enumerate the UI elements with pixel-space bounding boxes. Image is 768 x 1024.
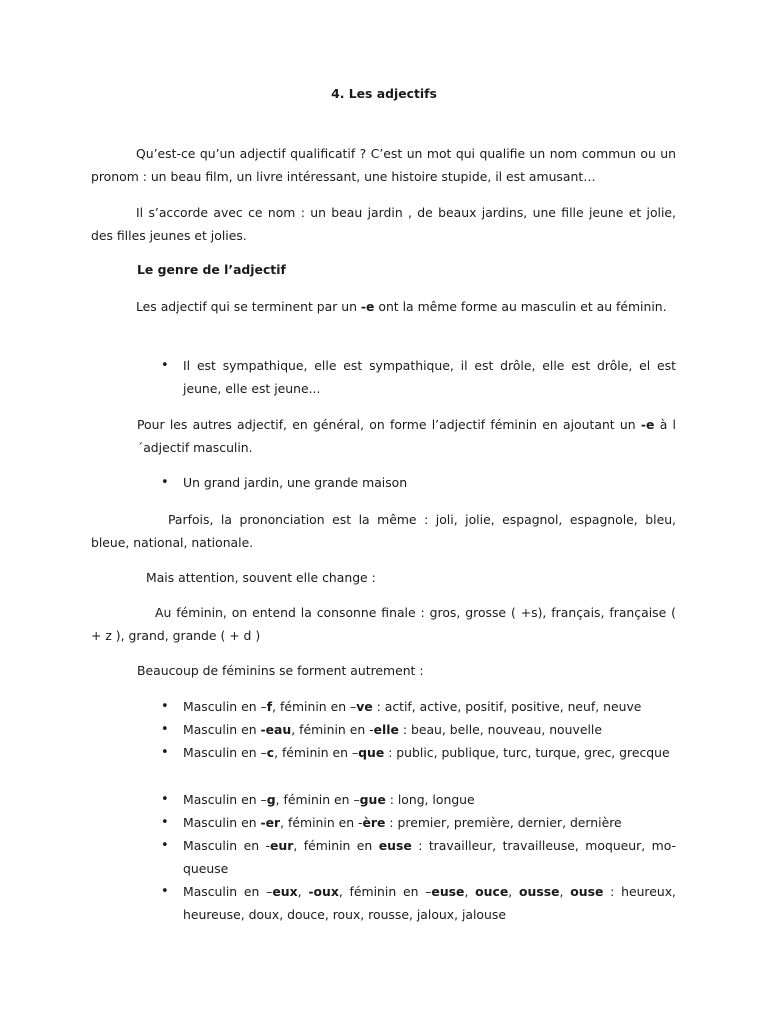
rule-item: • Masculin en –f, féminin en –ve : actif, active, positif, positive, neuf, neuve (183, 695, 676, 718)
paragraph-attention: Mais attention, souvent elle change : (146, 570, 376, 585)
rule-item: • Masculin en -er, féminin en -ère : premier, première, dernier, dernière (183, 811, 676, 834)
bullet-example-same-form: • Il est sympathique, elle est sympathique, il est drôle, elle est drôle, el est jeune, elle est jeune... (183, 354, 676, 400)
paragraph-agreement: Il s’accorde avec ce nom : un beau jardin , de beaux jardins, une fille jeune et jolie, des filles jeunes et jolies. (91, 205, 676, 243)
rule-item: • Masculin en -eur, féminin en euse : travailleur, travailleuse, moqueur, mo-queuse (183, 834, 676, 880)
paragraph-pronunciation-same: Parfois, la prononciation est la même : joli, jolie, espagnol, espagnole, bleu, bleue, national, nationale. (91, 512, 676, 550)
rule-item: • Masculin en –c, féminin en –que : public, publique, turc, turque, grec, grecque (183, 741, 676, 764)
paragraph-add-e: Pour les autres adjectif, en général, on forme l’adjectif féminin en ajoutant un -e à l´adjectif masculin. (137, 417, 676, 455)
paragraph-ending-e: Les adjectif qui se terminent par un -e ont la même forme au masculin et au féminin. (136, 299, 667, 314)
rule-item-eux-oux: • Masculin en –eux, -oux, féminin en –euse, ouce, ousse, ouse : heureux, heureuse, doux, douce, roux, rousse, jaloux, jalouse (183, 880, 676, 926)
page-title: 4. Les adjectifs (331, 86, 437, 101)
rule-item: • Masculin en –g, féminin en –gue : long, longue (183, 788, 676, 811)
rule-item: • Masculin en -eau, féminin en -elle : beau, belle, nouveau, nouvelle (183, 718, 676, 741)
paragraph-definition: Qu’est-ce qu’un adjectif qualificatif ? C’est un mot qui qualifie un nom commun ou un pronom : un beau film, un livre intéressant, une histoire stupide, il est amusant… (91, 146, 676, 184)
paragraph-other-forms: Beaucoup de féminins se forment autrement : (137, 663, 424, 678)
paragraph-final-consonant: Au féminin, on entend la consonne finale : gros, grosse ( +s), français, française ( + z ), grand, grande ( + d ) (91, 605, 676, 643)
section-heading-genre: Le genre de l’adjectif (137, 262, 286, 277)
bullet-example-grand: • Un grand jardin, une grande maison (183, 471, 676, 494)
